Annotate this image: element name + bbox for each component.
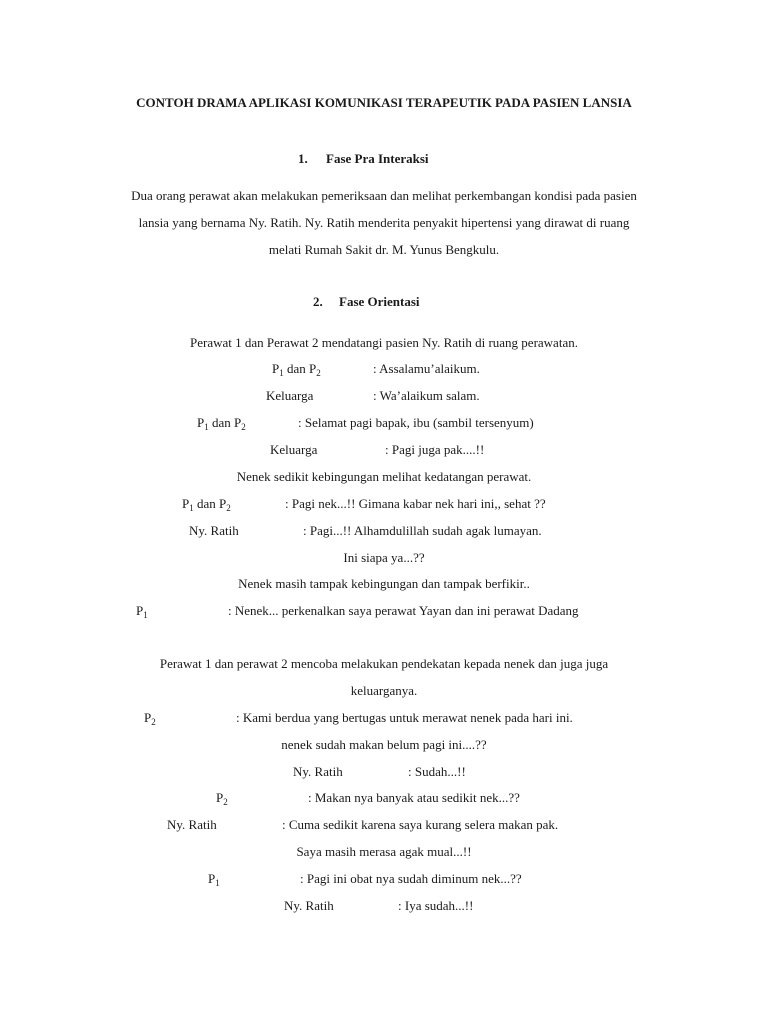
dialogue-text: : Pagi juga pak....!! <box>385 442 485 457</box>
dialogue-speaker: Ny. Ratih <box>293 764 343 779</box>
dialogue-speaker: $P_1$ dan $P_2$ <box>197 415 246 432</box>
dialogue-text: : Sudah...!! <box>408 764 466 779</box>
dialogue-speaker: $P_2$ <box>216 790 228 807</box>
section1-paragraph-line-1: Dua orang perawat akan melakukan pemeriksaan dan melihat perkembangan kondisi pada pasien <box>131 188 637 203</box>
section2-number: 2. <box>313 294 323 309</box>
dialogue-text: : Wa’alaikum salam. <box>373 388 480 403</box>
dialogue-text: : Assalamu’alaikum. <box>373 361 480 376</box>
narration-line: Perawat 1 dan perawat 2 mencoba melakukan pendekatan kepada nenek dan juga juga <box>159 656 609 671</box>
dialogue-text: : Makan nya banyak atau sedikit nek...?? <box>308 790 520 805</box>
dialogue-speaker: Keluarga <box>266 388 314 403</box>
dialogue-speaker: Ny. Ratih <box>167 817 217 832</box>
dialogue-text: : Pagi ini obat nya sudah diminum nek...?? <box>300 871 522 886</box>
narration-line: Nenek sedikit kebingungan melihat kedatangan perawat. <box>236 469 532 484</box>
document-title: CONTOH DRAMA APLIKASI KOMUNIKASI TERAPEUTIK PADA PASIEN LANSIA <box>136 95 632 110</box>
dialogue-speaker: Keluarga <box>270 442 318 457</box>
section1-heading: Fase Pra Interaksi <box>326 151 429 166</box>
section1-number: 1. <box>298 151 308 166</box>
dialogue-continuation: Ini siapa ya...?? <box>343 550 425 565</box>
dialogue-speaker: Ny. Ratih <box>189 523 239 538</box>
section2-heading: Fase Orientasi <box>339 294 420 309</box>
dialogue-speaker: $P_2$ <box>144 710 156 727</box>
dialogue-speaker: $P_1$ <box>136 603 148 620</box>
dialogue-continuation: nenek sudah makan belum pagi ini....?? <box>281 737 487 752</box>
dialogue-text: : Iya sudah...!! <box>398 898 474 913</box>
dialogue-text: : Pagi...!! Alhamdulillah sudah agak lumayan. <box>303 523 542 538</box>
dialogue-text: : Cuma sedikit karena saya kurang selera makan pak. <box>282 817 559 832</box>
dialogue-speaker: $P_1$ <box>208 871 220 888</box>
dialogue-text: : Nenek... perkenalkan saya perawat Yayan dan ini perawat Dadang <box>228 603 579 618</box>
dialogue-speaker: $P_1$ dan $P_2$ <box>182 496 231 513</box>
dialogue-text: : Selamat pagi bapak, ibu (sambil tersenyum) <box>298 415 534 430</box>
narration-line: Perawat 1 dan Perawat 2 mendatangi pasien Ny. Ratih di ruang perawatan. <box>190 335 578 350</box>
dialogue-text: : Pagi nek...!! Gimana kabar nek hari ini,, sehat ?? <box>285 496 546 511</box>
narration-line: keluarganya. <box>350 683 418 698</box>
narration-line: Nenek masih tampak kebingungan dan tampak berfikir.. <box>238 576 530 591</box>
dialogue-text: : Kami berdua yang bertugas untuk merawat nenek pada hari ini. <box>236 710 573 725</box>
section1-paragraph-line-3: melati Rumah Sakit dr. M. Yunus Bengkulu. <box>268 242 500 257</box>
section1-paragraph-line-2: lansia yang bernama Ny. Ratih. Ny. Ratih menderita penyakit hipertensi yang dirawat di ruang <box>138 215 630 230</box>
dialogue-speaker: $P_1$ dan $P_2$ <box>272 361 321 378</box>
dialogue-speaker: Ny. Ratih <box>284 898 334 913</box>
dialogue-continuation: Saya masih merasa agak mual...!! <box>296 844 472 859</box>
